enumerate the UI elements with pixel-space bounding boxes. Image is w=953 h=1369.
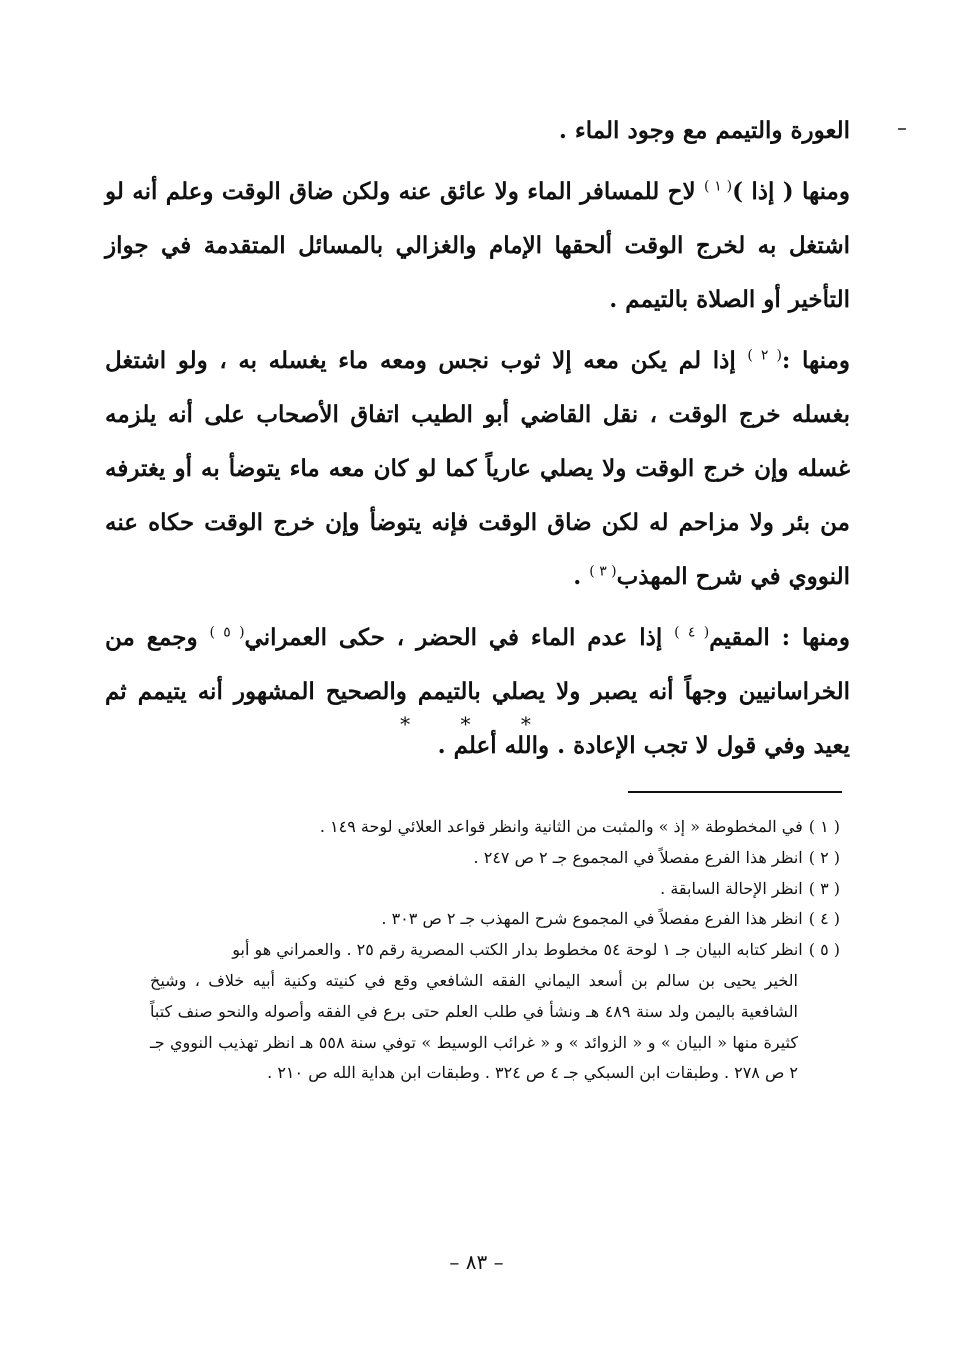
footnotes — [150, 812, 840, 1089]
footnote-number: ( ٥ ) — [808, 940, 840, 960]
paragraph-2 — [105, 165, 850, 327]
page-number: – ٨٣ – — [449, 1250, 504, 1274]
footnote-number: ( ١ ) — [808, 817, 840, 836]
footnote-ref-3[interactable]: ( ٣ ) — [589, 563, 617, 580]
footnote-text: انظر هذا الفرع مفصلاً في المجموع جـ ٢ ص ٢٤٧ . — [473, 847, 803, 867]
paragraph-4-lead: ومنها : المقيم — [709, 624, 850, 651]
footnote-text: انظر كتابه البيان جـ ١ لوحة ٥٤ مخطوط بدار الكتب المصرية رقم ٢٥ . والعمراني هو أبو — [232, 940, 803, 960]
footnote-ref-4[interactable]: ( ٤ ) — [674, 624, 710, 641]
section-separator: * * * — [400, 712, 553, 736]
paragraph-1 — [105, 104, 850, 158]
footnote-ref-5[interactable]: ( ٥ ) — [209, 624, 245, 641]
footnote-5 — [150, 935, 840, 966]
paragraph-4-text: إذا عدم الماء في الحضر ، حكى العمراني — [244, 624, 675, 651]
main-text — [105, 104, 850, 780]
footnote-4 — [150, 904, 840, 935]
footnote-number: ( ٣ ) — [808, 878, 840, 898]
footnote-text: انظر هذا الفرع مفصلاً في المجموع شرح المهذب جـ ٢ ص ٣٠٣ . — [381, 909, 803, 929]
footnote-number: ( ٤ ) — [808, 909, 840, 929]
paragraph-3 — [105, 334, 850, 604]
footnote-ref-2[interactable]: ( ٢ ) — [747, 347, 782, 364]
footnote-rule — [628, 791, 842, 793]
paragraph-4 — [105, 611, 850, 773]
footnote-text: في المخطوطة « إذ » والمثبت من الثانية وانظر قواعد العلائي لوحة ١٤٩ . — [319, 817, 803, 836]
paragraph-2-lead: ومنها ( إذا ) — [732, 178, 850, 205]
margin-mark — [898, 128, 906, 130]
paragraph-3-text: إذا لم يكن معه إلا ثوب نجس ومعه ماء يغسله به ، ولو اشتغل بغسله خرج الوقت ، نقل القاضي أبو الطيب اتفاق الأصحاب على أنه يلزمه غسله وإن خرج الوقت ولا يصلي عارياً كما لو كان معه ماء يتوضأ به أو يغترفه من بئر ولا مزاحم له لكن ضاق الوقت فإنه يتوضأ وإن خرج الوقت حكاه عنه النووي في شرح المهذب — [105, 347, 850, 590]
paragraph-3-end: . — [573, 563, 590, 590]
footnote-2 — [150, 843, 840, 874]
paragraph-1-text: العورة والتيمم مع وجود الماء . — [558, 117, 850, 144]
footnote-text: انظر الإحالة السابقة . — [660, 878, 803, 898]
footnote-3 — [150, 874, 840, 905]
footnote-1 — [150, 812, 840, 843]
footnote-number: ( ٢ ) — [808, 847, 840, 867]
paragraph-2-text: لاح للمسافر الماء ولا عائق عنه ولكن ضاق الوقت وعلم أنه لو اشتغل به لخرج الوقت ألحقها الإمام والغزالي بالمسائل المتقدمة في جواز التأخير أو الصلاة بالتيمم . — [105, 178, 850, 313]
footnote-5-continuation: الخير يحيى بن سالم بن أسعد اليماني الفقه الشافعي وقع في كنيته وكنية أبيه خلاف ، وشيخ الشافعية باليمن ولد سنة ٤٨٩ هـ ونشأ في طلب العلم حتى برع في الفقه وأصوله والنحو صنف كتباً كثيرة منها « البيان » و « الزوائد » و « غرائب الوسيط » توفي سنة ٥٥٨ هـ انظر تهذيب النووي جـ ٢ ص ٢٧٨ . وطبقات ابن السبكي جـ ٤ ص ٣٢٤ . وطبقات ابن هداية الله ص ٢١٠ . — [150, 970, 799, 1083]
paragraph-3-lead: ومنها : — [781, 347, 850, 374]
paragraph-4-end: وجمع من الخراسانيين وجهاً أنه يصبر ولا يصلي بالتيمم والصحيح المشهور أنه يتيمم ثم يعيد وفي قول لا تجب الإعادة . والله أعلم . — [105, 624, 850, 759]
footnote-ref-1[interactable]: ( ١ ) — [703, 178, 733, 195]
